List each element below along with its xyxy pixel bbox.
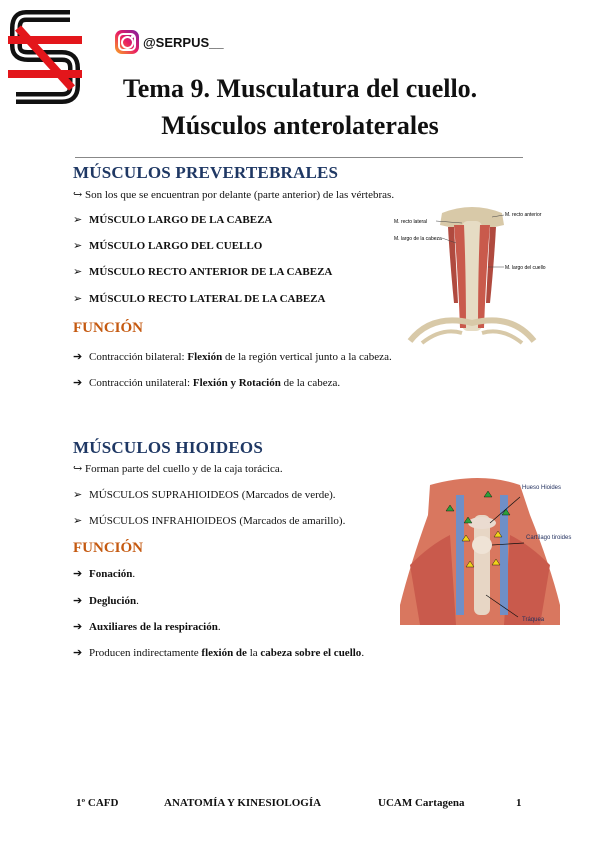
list-item: ➢ MÚSCULO RECTO LATERAL DE LA CABEZA (73, 293, 326, 305)
page-title-line2: Músculos anterolaterales (161, 111, 439, 140)
figure-label: M. recto anterior (505, 212, 542, 218)
figure-label: Hueso Hioides (522, 485, 562, 491)
list-item: ➢ MÚSCULOS INFRAHIOIDEOS (Marcados de amarillo). (73, 515, 346, 527)
section-intro: ↪ Forman parte del cuello y de la caja torácica. (73, 463, 283, 475)
function-item: ➔ Auxiliares de la respiración. (73, 621, 221, 633)
figure-label: M. largo del cuello (505, 265, 546, 271)
hyoid-muscles-figure (400, 475, 572, 625)
arrow-right-icon: ➔ (73, 568, 83, 580)
arrowhead-icon: ➢ (73, 489, 83, 501)
arrowhead-icon: ➢ (73, 240, 83, 252)
figure-label: Cartílago tiroides (526, 535, 572, 541)
arrowhead-icon: ➢ (73, 293, 83, 305)
function-item: ➔ Fonación. (73, 568, 136, 580)
function-item: ➔ Deglución. (73, 595, 139, 607)
figure-label: M. recto lateral (394, 219, 428, 225)
page-number: 1 (516, 797, 522, 809)
arrowhead-icon: ➢ (73, 515, 83, 527)
footer-subject: ANATOMÍA Y KINESIOLOGÍA (164, 797, 322, 809)
arrowhead-icon: ➢ (73, 266, 83, 278)
arrow-right-icon: ➔ (73, 351, 83, 363)
serpus-logo (8, 8, 82, 106)
title-divider (75, 157, 523, 158)
figure-label: Tráquea (522, 617, 545, 623)
list-item: ➢ MÚSCULOS SUPRAHIOIDEOS (Marcados de verde). (73, 489, 336, 501)
arrowhead-icon: ➢ (73, 214, 83, 226)
list-item: ➢ MÚSCULO LARGO DEL CUELLO (73, 240, 263, 252)
arrow-right-icon: ➔ (73, 621, 83, 633)
function-heading: FUNCIÓN (73, 320, 143, 336)
footer-university: UCAM Cartagena (378, 797, 465, 809)
section-intro: ↪ Son los que se encuentran por delante (parte anterior) de las vértebras. (73, 189, 395, 201)
function-item: ➔ Contracción bilateral: Flexión de la región vertical junto a la cabeza. (73, 351, 392, 363)
function-item: ➔ Producen indirectamente flexión de la cabeza sobre el cuello. (73, 647, 365, 659)
arrow-right-icon: ➔ (73, 595, 83, 607)
list-item: ➢ MÚSCULO RECTO ANTERIOR DE LA CABEZA (73, 266, 333, 278)
prevertebral-muscles-figure (392, 203, 552, 348)
list-item: ➢ MÚSCULO LARGO DE LA CABEZA (73, 214, 273, 226)
section-heading-prevertebrales: MÚSCULOS PREVERTEBRALES (73, 163, 339, 182)
instagram-handle: @SERPUS__ (143, 35, 224, 50)
figure-label: M. largo de la cabeza (394, 236, 442, 242)
arrow-right-icon: ➔ (73, 377, 83, 389)
instagram-icon (115, 30, 139, 54)
footer-course: 1º CAFD (76, 797, 119, 809)
arrow-right-icon: ➔ (73, 647, 83, 659)
function-item: ➔ Contracción unilateral: Flexión y Rotación de la cabeza. (73, 377, 341, 389)
page-title-line1: Tema 9. Musculatura del cuello. (122, 74, 478, 103)
function-heading: FUNCIÓN (73, 540, 143, 556)
section-heading-hioideos: MÚSCULOS HIOIDEOS (73, 438, 263, 457)
